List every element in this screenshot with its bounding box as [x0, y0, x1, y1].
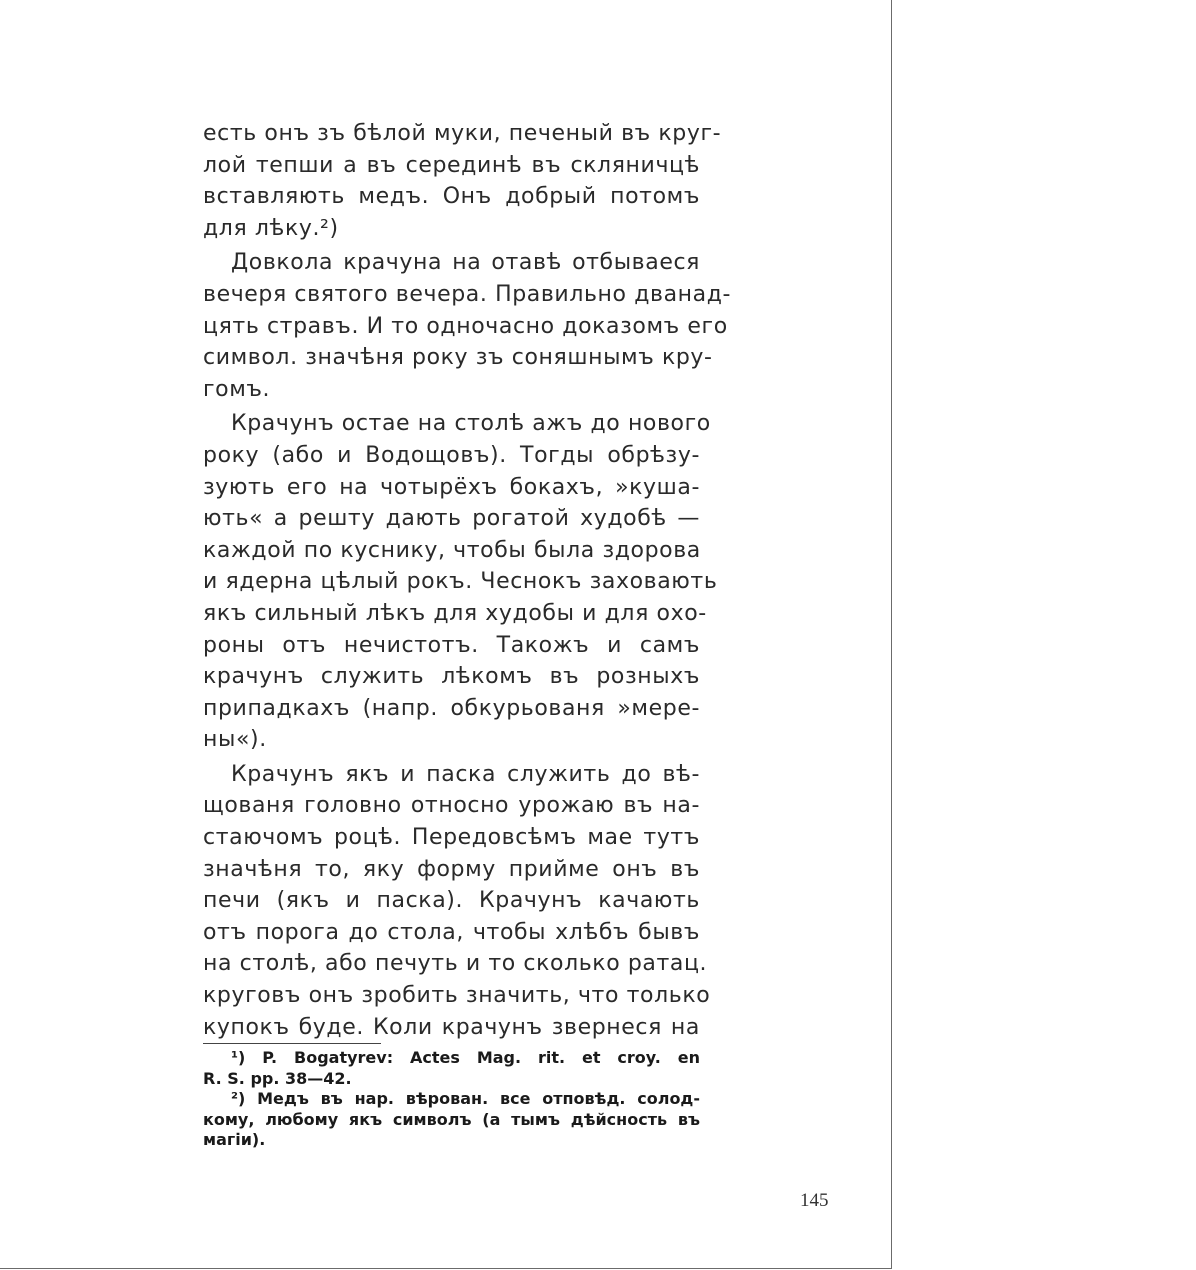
text-line: стаючомъ роцѣ. Передовсѣмъ мае тутъ: [203, 825, 700, 851]
page-number: 145: [800, 1190, 829, 1211]
text-line: для лѣку.²): [203, 215, 339, 241]
text-line: круговъ онъ зробить значить, что только: [203, 983, 711, 1009]
text-line: каждой по куснику, чтобы была здорова: [203, 537, 701, 563]
text-line: вставляють медъ. Онъ добрый потомъ: [203, 184, 700, 210]
text-line: щованя головно относно урожаю въ на-: [203, 793, 700, 819]
text-line: значѣня то, яку форму прийме онъ въ: [203, 856, 700, 882]
footnote-divider: [203, 1043, 381, 1044]
text-line: роны отъ нечистотъ. Такожъ и самъ: [203, 632, 700, 658]
footnote-line: ²) Медъ въ нар. вѣрован. все отповѣд. солод-: [231, 1089, 700, 1108]
text-line: Довкола крачуна на отавѣ отбываеся: [231, 250, 700, 276]
text-line: вечеря святого вечера. Правильно дванад-: [203, 281, 732, 307]
text-line: ны«).: [203, 727, 267, 753]
text-line: лой тепши а въ серединѣ въ скляничцѣ: [203, 152, 700, 178]
text-line: зують его на чотырёхъ бокахъ, »кушa-: [203, 474, 700, 500]
text-line: отъ порога до стола, чтобы хлѣбъ бывъ: [203, 919, 700, 945]
text-line: есть онъ зъ бѣлой муки, печеный въ круг-: [203, 121, 722, 146]
text-line: Крачунъ остае на столѣ ажъ до нового: [231, 411, 711, 437]
text-line: гомъ.: [203, 376, 271, 402]
text-line: купокъ буде. Коли крачунъ звернеся на: [203, 1014, 700, 1040]
text-line: Крачунъ якъ и паска служить до вѣ-: [231, 761, 700, 787]
footnote-line: R. S. pp. 38—42.: [203, 1068, 352, 1088]
text-line: и ядерна цѣлый рокъ. Чеснокъ заховають: [203, 569, 718, 595]
text-line: припадкахъ (напр. обкурьованя »мере-: [203, 695, 700, 721]
text-line: символ. значѣня року зъ соняшнымъ кру-: [203, 345, 713, 371]
footnote-line: кому, любому якъ символъ (а тымъ дѣйсность въ: [203, 1109, 700, 1129]
text-line: ють« а решту дають рогатой худобѣ —: [203, 506, 700, 532]
footnote-line: ¹) P. Bogatyrev: Actes Mag. rit. et croy. en: [231, 1048, 700, 1067]
text-line: року (або и Водощовъ). Тогды обрѣзу-: [203, 442, 700, 468]
footnote-line: магіи).: [203, 1130, 266, 1149]
text-line: якъ сильный лѣкъ для худобы и для охо-: [203, 600, 707, 626]
footnotes: [203, 1048, 700, 1151]
text-line: цять стравъ. И то одночасно доказомъ его: [203, 313, 728, 339]
body-text: [203, 118, 732, 1043]
text-line: на столѣ, або печуть и то сколько ратац.: [203, 951, 708, 977]
text-line: крачунъ служить лѣкомъ въ розныхъ: [203, 664, 700, 690]
text-line: печи (якъ и паска). Крачунъ качають: [203, 888, 700, 914]
